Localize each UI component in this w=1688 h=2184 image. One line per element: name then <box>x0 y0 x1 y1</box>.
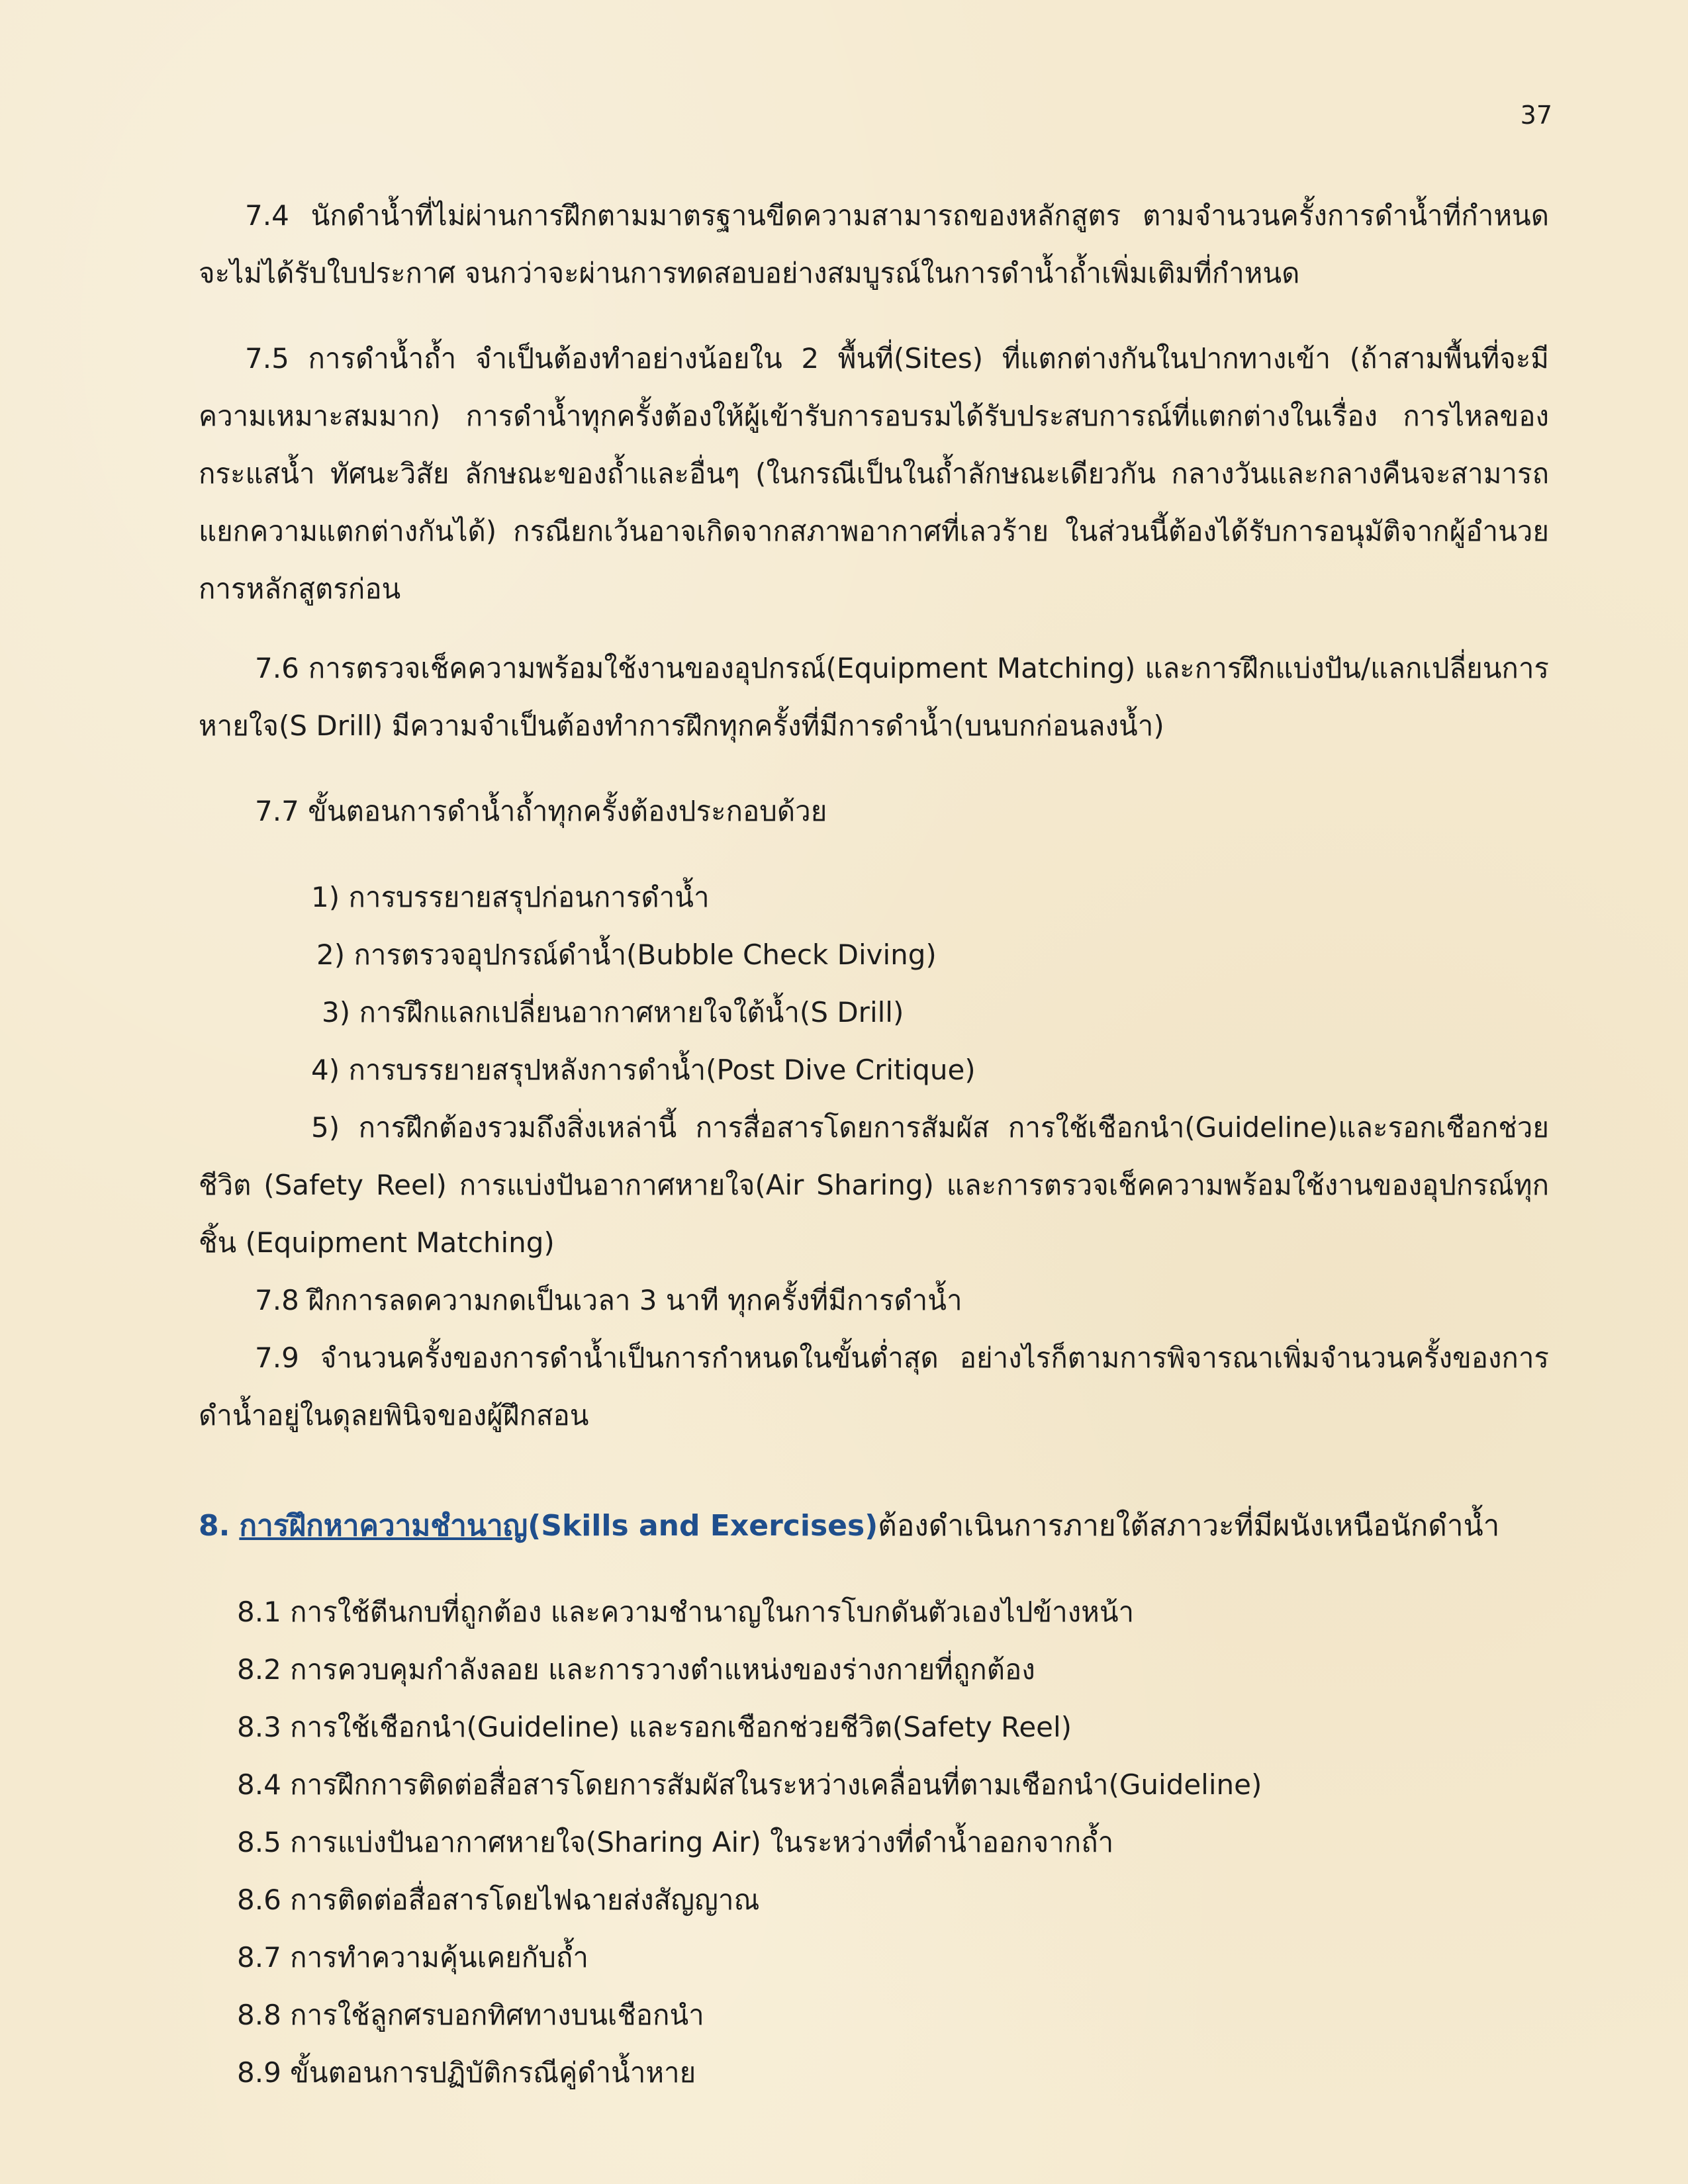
step-1: 1) การบรรยายสรุปก่อนการดำน้ำ <box>311 881 710 913</box>
paragraph-7-9: 7.9 จำนวนครั้งของการดำน้ำเป็นการกำหนดในขั้นต่ำสุด อย่างไรก็ตามการพิจารณาเพิ่มจำนวนครั้งของการดำน้ำอยู่ในดุลยพินิจของผู้ฝึกสอน <box>199 1342 1549 1432</box>
list-item-8-2: 8.2 การควบคุมกำลังลอย และการวางตำแหน่งของร่างกายที่ถูกต้อง <box>237 1653 1035 1686</box>
list-item-8-6: 8.6 การติดต่อสื่อสารโดยไฟฉายส่งสัญญาณ <box>237 1884 760 1916</box>
page-number: 37 <box>1520 101 1552 130</box>
paragraph-7-5: 7.5 การดำน้ำถ้ำ จำเป็นต้องทำอย่างน้อยใน 2 พื้นที่(Sites) ที่แตกต่างกันในปากทางเข้า (ถ้าสามพื้นที่จะมีความเหมาะสมมาก) การดำน้ำทุกครั้งต้องให้ผู้เข้ารับการอบรมได้รับประสบการณ์ที่แตกต่างในเรื่อง การไหลของกระแสน้ำ ทัศนะวิสัย ลักษณะของถ้ำและอื่นๆ (ในกรณีเป็นในถ้ำลักษณะเดียวกัน กลางวันและกลางคืนจะสามารถแยกความแตกต่างกันได้) กรณียกเว้นอาจเกิดจากสภาพอากาศที่เลวร้าย ในส่วนนี้ต้องได้รับการอนุมัติจากผู้อำนวยการหลักสูตรก่อน <box>199 342 1549 605</box>
paragraph-7-4: 7.4 นักดำน้ำที่ไม่ผ่านการฝึกตามมาตรฐานขีดความสามารถของหลักสูตร ตามจำนวนครั้งการดำน้ำที่กำหนดจะไม่ได้รับใบประกาศ จนกว่าจะผ่านการทดสอบอย่างสมบูรณ์ในการดำน้ำถ้ำเพิ่มเติมที่กำหนด <box>199 199 1549 289</box>
section-8-number: 8. <box>199 1509 230 1543</box>
list-item-8-8: 8.8 การใช้ลูกศรบอกทิศทางบนเชือกนำ <box>237 1999 704 2031</box>
section-8-title-en: (Skills and Exercises) <box>528 1509 878 1543</box>
list-item-8-7: 8.7 การทำความคุ้นเคยกับถ้ำ <box>237 1941 588 1974</box>
section-8-title-underlined: การฝึกหาความชำนาญ <box>239 1509 528 1543</box>
list-item-8-9: 8.9 ขั้นตอนการปฏิบัติกรณีคู่ดำน้ำหาย <box>237 2056 696 2089</box>
section-8-title-rest: ต้องดำเนินการภายใต้สภาวะที่มีผนังเหนือนักดำน้ำ <box>878 1509 1500 1543</box>
step-4: 4) การบรรยายสรุปหลังการดำน้ำ(Post Dive Critique) <box>311 1054 976 1086</box>
step-3: 3) การฝึกแลกเปลี่ยนอากาศหายใจใต้น้ำ(S Drill) <box>322 996 904 1028</box>
step-5: 5) การฝึกต้องรวมถึงสิ่งเหล่านี้ การสื่อสารโดยการสัมผัส การใช้เชือกนำ(Guideline)และรอกเชือกช่วยชีวิต (Safety Reel) การแบ่งปันอากาศหายใจ(Air Sharing) และการตรวจเช็คความพร้อมใช้งานของอุปกรณ์ทุกชิ้น (Equipment Matching) <box>199 1111 1549 1259</box>
paragraph-7-7: 7.7 ขั้นตอนการดำน้ำถ้ำทุกครั้งต้องประกอบด้วย <box>255 795 827 827</box>
list-item-8-1: 8.1 การใช้ตีนกบที่ถูกต้อง และความชำนาญในการโบกดันตัวเองไปข้างหน้า <box>237 1596 1135 1628</box>
list-item-8-3: 8.3 การใช้เชือกนำ(Guideline) และรอกเชือกช่วยชีวิต(Safety Reel) <box>237 1711 1072 1743</box>
list-item-8-5: 8.5 การแบ่งปันอากาศหายใจ(Sharing Air) ในระหว่างที่ดำน้ำออกจากถ้ำ <box>237 1826 1114 1858</box>
paragraph-7-8: 7.8 ฝึกการลดความกดเป็นเวลา 3 นาที ทุกครั้งที่มีการดำน้ำ <box>255 1284 962 1316</box>
paragraph-7-6: 7.6 การตรวจเช็คความพร้อมใช้งานของอุปกรณ์(Equipment Matching) และการฝึกแบ่งปัน/แลกเปลี่ยนการหายใจ(S Drill) มีความจำเป็นต้องทำการฝึกทุกครั้งที่มีการดำน้ำ(บนบกก่อนลงน้ำ) <box>199 652 1549 742</box>
step-2: 2) การตรวจอุปกรณ์ดำน้ำ(Bubble Check Diving) <box>316 938 937 971</box>
list-item-8-4: 8.4 การฝึกการติดต่อสื่อสารโดยการสัมผัสในระหว่างเคลื่อนที่ตามเชือกนำ(Guideline) <box>237 1768 1262 1801</box>
section-8-heading <box>199 1497 1499 1555</box>
